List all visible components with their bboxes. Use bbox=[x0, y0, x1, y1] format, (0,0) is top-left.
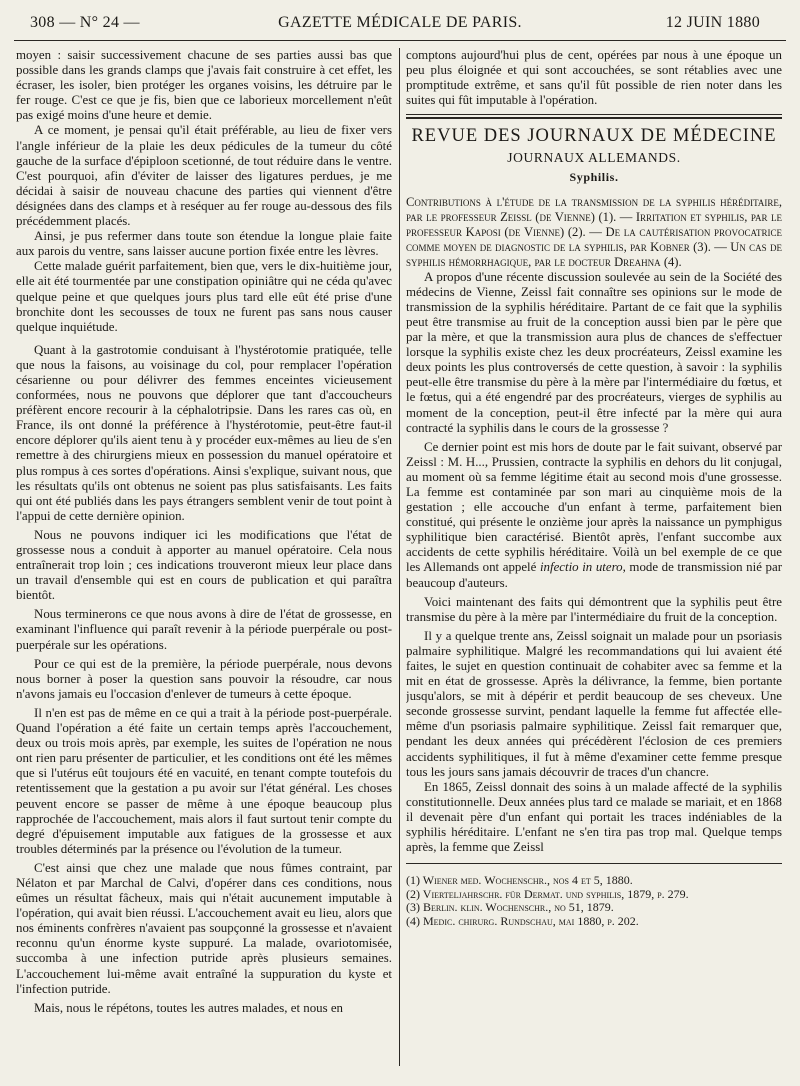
footnote: (3) Berlin. klin. Wochenschr., no 51, 1879. bbox=[406, 900, 614, 915]
paragraph: Voici maintenant des faits qui démontrent que la syphilis peut être transmise du père à la mère par l'intermédiaire du fruit de la conception. bbox=[406, 594, 782, 624]
paragraph: Ce dernier point est mis hors de doute par le fait suivant, observé par Zeissl : M. H..., Prussien, contracte la syphilis en dehors du lit conjugal, au moment où sa femme légitime était au second mois d'une grossesse. La femme est contaminée par son mari au cinquième mois de la gestation ; elle accouche d'un enfant à terme, parfaitement bien constitué, qui présente le onzième jour après la naissance un pymphigus syphilitique bien caractérisé. Bientôt après, l'enfant succombe aux accidents de cette syphilis héréditaire. Voilà un bel exemple de ce que les Allemands ont appelé infectio in utero, mode de transmission nié par beaucoup d'auteurs. bbox=[406, 439, 782, 590]
journal-title: GAZETTE MÉDICALE DE PARIS. bbox=[278, 14, 522, 31]
topic-heading: Syphilis. bbox=[569, 169, 619, 184]
paragraph: Nous terminerons ce que nous avons à dire de l'état de grossesse, en examinant l'influence qui paraît revenir à la période puerpérale ou post-puerpérale sur les opérations. bbox=[16, 607, 392, 652]
article-citations: Contributions à l'étude de la transmission de la syphilis héréditaire, par le professeur Zeissl (de Vienne) (1). — Irritation et syphilis, par le professeur Kaposi (de Vienne) (2). — De la cautérisation provocatrice comme moyen de diagnostic de la syphilis, par Kobner (3). — Un cas de syphilis hémorrhagique, par le docteur Dreahna (4). bbox=[406, 194, 782, 269]
section-subtitle: JOURNAUX ALLEMANDS. bbox=[507, 150, 681, 166]
paragraph: Il y a quelque trente ans, Zeissl soignait un malade pour un psoriasis palmaire syphilitique. Malgré les recommandations qui lui avaient été faites, le sujet en question continuait de cohabiter avec sa femme et la mit en état de grossesse. Après la délivrance, la femme, bien portante jusqu'alors, se mit à dépérir et perdit beaucoup de ses cheveux. Une seconde grossesse survint, pendant laquelle la femme fut affectée elle-même d'un psoriasis palmaire syphilitique. Zeissl fait remarquer que, pendant les deux années qui précédèrent l'éclosion de ces premiers accidents syphilitiques, il fut à même d'examiner cette femme presque tous les jours sans jamais découvrir de traces d'un chancre. bbox=[406, 628, 782, 779]
paragraph: En 1865, Zeissl donnait des soins à un malade affecté de la syphilis constitutionnelle. Deux années plus tard ce malade se mariait, et en 1868 il devenait père d'un enfant qui portait les traces indéniables de la syphilis héréditaire. L'enfant ne s'en tira pas trop mal. Quelque temps après, la femme que Zeissl bbox=[406, 779, 782, 855]
footnote: (1) Wiener med. Wochenschr., nos 4 et 5, 1880. bbox=[406, 873, 633, 888]
paragraph: Nous ne pouvons indiquer ici les modifications que l'état de grossesse nous a conduit à apporter au manuel opératoire. Cela nous entraînerait trop loin ; ces indications trouveront mieux leur place dans un travail d'ensemble qui est en cours de publication et qui paraîtra bientôt. bbox=[16, 527, 392, 603]
issue-date: 12 JUIN 1880 bbox=[665, 14, 760, 31]
latin-term: infectio in utero bbox=[539, 560, 623, 575]
paragraph: A ce moment, je pensai qu'il était préférable, au lieu de fixer vers l'angle inférieur de la plaie les deux pédicules de la tumeur du côté gauche de la surface d'épiploon scetionné, de tout réduire dans le ventre. C'est pourquoi, afin d'éviter de laisser des ligatures perdues, je me décidai à saisir de nouveau chacune des parties qui viennent d'être désignées dans des clamps et à reséquer au fer rouge au-dessous des fils précédemment placés. bbox=[16, 123, 392, 229]
left-column bbox=[16, 48, 392, 1078]
paragraph: Ainsi, je pus refermer dans toute son étendue la longue plaie faite aux parois du ventre, sans laisser aucune portion fixée entre les lèvres. bbox=[16, 229, 392, 259]
section-title: REVUE DES JOURNAUX DE MÉDECINE bbox=[411, 126, 777, 147]
paragraph: Mais, nous le répétons, toutes les autres malades, et nous en bbox=[34, 1000, 343, 1015]
paragraph: C'est ainsi que chez une malade que nous fûmes contraint, par Nélaton et par Marchal de Calvi, d'opérer dans ces conditions, nous eûmes un résultat fâcheux, mais qui n'était aucunement imputable à l'opération, qui avait bien réussi. L'accouchement avait eu lieu, alors que nos éminents confrères n'avaient pas soupçonné la grossesse et n'avaient reconnu qu'un énorme kyste suppuré. La malade, ovariotomisée, succomba à une infection putride après plusieurs semaines. L'accouchement lui-même avait entraîné la suppuration du kyste et l'infection putride. bbox=[16, 860, 392, 996]
paragraph: Pour ce qui est de la première, la période puerpérale, nous devons nous borner à poser la question sans pouvoir la résoudre, car nous n'avons jamais eu l'occasion d'enlever de tumeurs à cette époque. bbox=[16, 656, 392, 701]
column-divider bbox=[399, 48, 400, 1066]
section-rule bbox=[406, 114, 782, 115]
page-header bbox=[14, 10, 786, 41]
paragraph: A propos d'une récente discussion soulevée au sein de la Société des médecins de Vienne, Zeissl fait connaître ses opinions sur le mode de transmission de la syphilis héréditaire. Partant de ce fait que la syphilis peut être transmise au fruit de la conception aussi bien par le père que par la mère, et que la transmission aura plus de chances de s'effectuer lorsque la syphilis existe chez les deux procréateurs, Zeissl examine les deux points les plus controversés de cette question, à savoir : la syphilis peut-elle être transmise du père à la mère par l'intermédiaire du fœtus, et le fœtus, qui a été engendré par des procréateurs, vierges de syphilis au moment de la conception, peut-il être infecté par la mère qui aura contracté la syphilis dans le cours de la grossesse ? bbox=[406, 269, 782, 435]
paragraph: moyen : saisir successivement chacune de ses parties aussi bas que possible dans les grands clamps que j'avais fait construire à cet effet, les écraser, les isoler, bien protéger les organes voisins, les détruire par le fer rouge. C'est ce que je fis, bien que ce laborieux morcellement n'eût pas exigé moins d'une heure et demie. bbox=[16, 48, 392, 123]
paragraph: comptons aujourd'hui plus de cent, opérées par nous à une époque un peu plus éloignée et qui sont accouchées, se sont rétablies avec une promptitude extrême, et sans qu'il fût possible de rien noter dans les suites qui fût imputable à l'opération. bbox=[406, 48, 782, 108]
footnote: (4) Medic. chirurg. Rundschau, mai 1880, p. 202. bbox=[406, 914, 639, 928]
paragraph: Quant à la gastrotomie conduisant à l'hystérotomie pratiquée, telle que nous la faisons, au voisinage du col, pour remplacer l'opération césarienne ou pour délivrer des femmes enceintes vicieusement conformées, nous ne pouvons que déplorer que tant d'accoucheurs préfèrent encore recourir à la céphalotripsie. Dans les rares cas où, en France, ils ont donné la préférence à l'hystérotomie, peut-être faut-il encore déplorer qu'ils aient tenu à y procéder eux-mêmes au lieu de s'en remettre à des chirurgiens mieux en possession du manuel opératoire et plus rompus à ces sortes d'opérations. Ainsi s'explique, suivant nous, que les résultats qu'ils ont obtenus ne soient pas plus satisfaisants. Les faits qui ont été publiés dans les pays étrangers semblent venir de tout point à l'appui de cette dernière opinion. bbox=[16, 342, 392, 523]
right-column bbox=[406, 48, 782, 1078]
paragraph: Cette malade guérit parfaitement, bien que, vers le dix-huitième jour, elle ait été tourmentée par une constipation opiniâtre qui ne céda qu'avec quelque peine et que quelques jours plus tard elle eût été prise d'une bronchite dont les secousses de toux ne furent pas sans nous causer quelque inquiétude. bbox=[16, 259, 392, 334]
footnotes bbox=[406, 863, 782, 928]
page-number: 308 — N° 24 — bbox=[30, 14, 140, 31]
paragraph: Il n'en est pas de même en ce qui a trait à la période post-puerpérale. Quand l'opération a été faite un certain temps après l'accouchement, deux ou trois mois après, par exemple, les suites de l'opération ne nous ont rien paru présenter de particulier, et les conditions ont été les mêmes que si l'utérus eût toujours été en vacuité, en tenant compte toutefois du retentissement que la gestation a pu avoir sur l'état général. Les choses peuvent encore se passer de même à une époque beaucoup plus rapprochée de l'accouchement, mais alors il faut surtout tenir compte du degré d'épuisement imputable aux fatigues de la grossesse et aux troubles déterminés par la présence ou l'évolution de la tumeur. bbox=[16, 705, 392, 856]
section-rule-thick bbox=[406, 117, 782, 119]
footnote: (2) Vierteljahrschr. für Dermat. und syphilis, 1879, p. 279. bbox=[406, 886, 689, 901]
